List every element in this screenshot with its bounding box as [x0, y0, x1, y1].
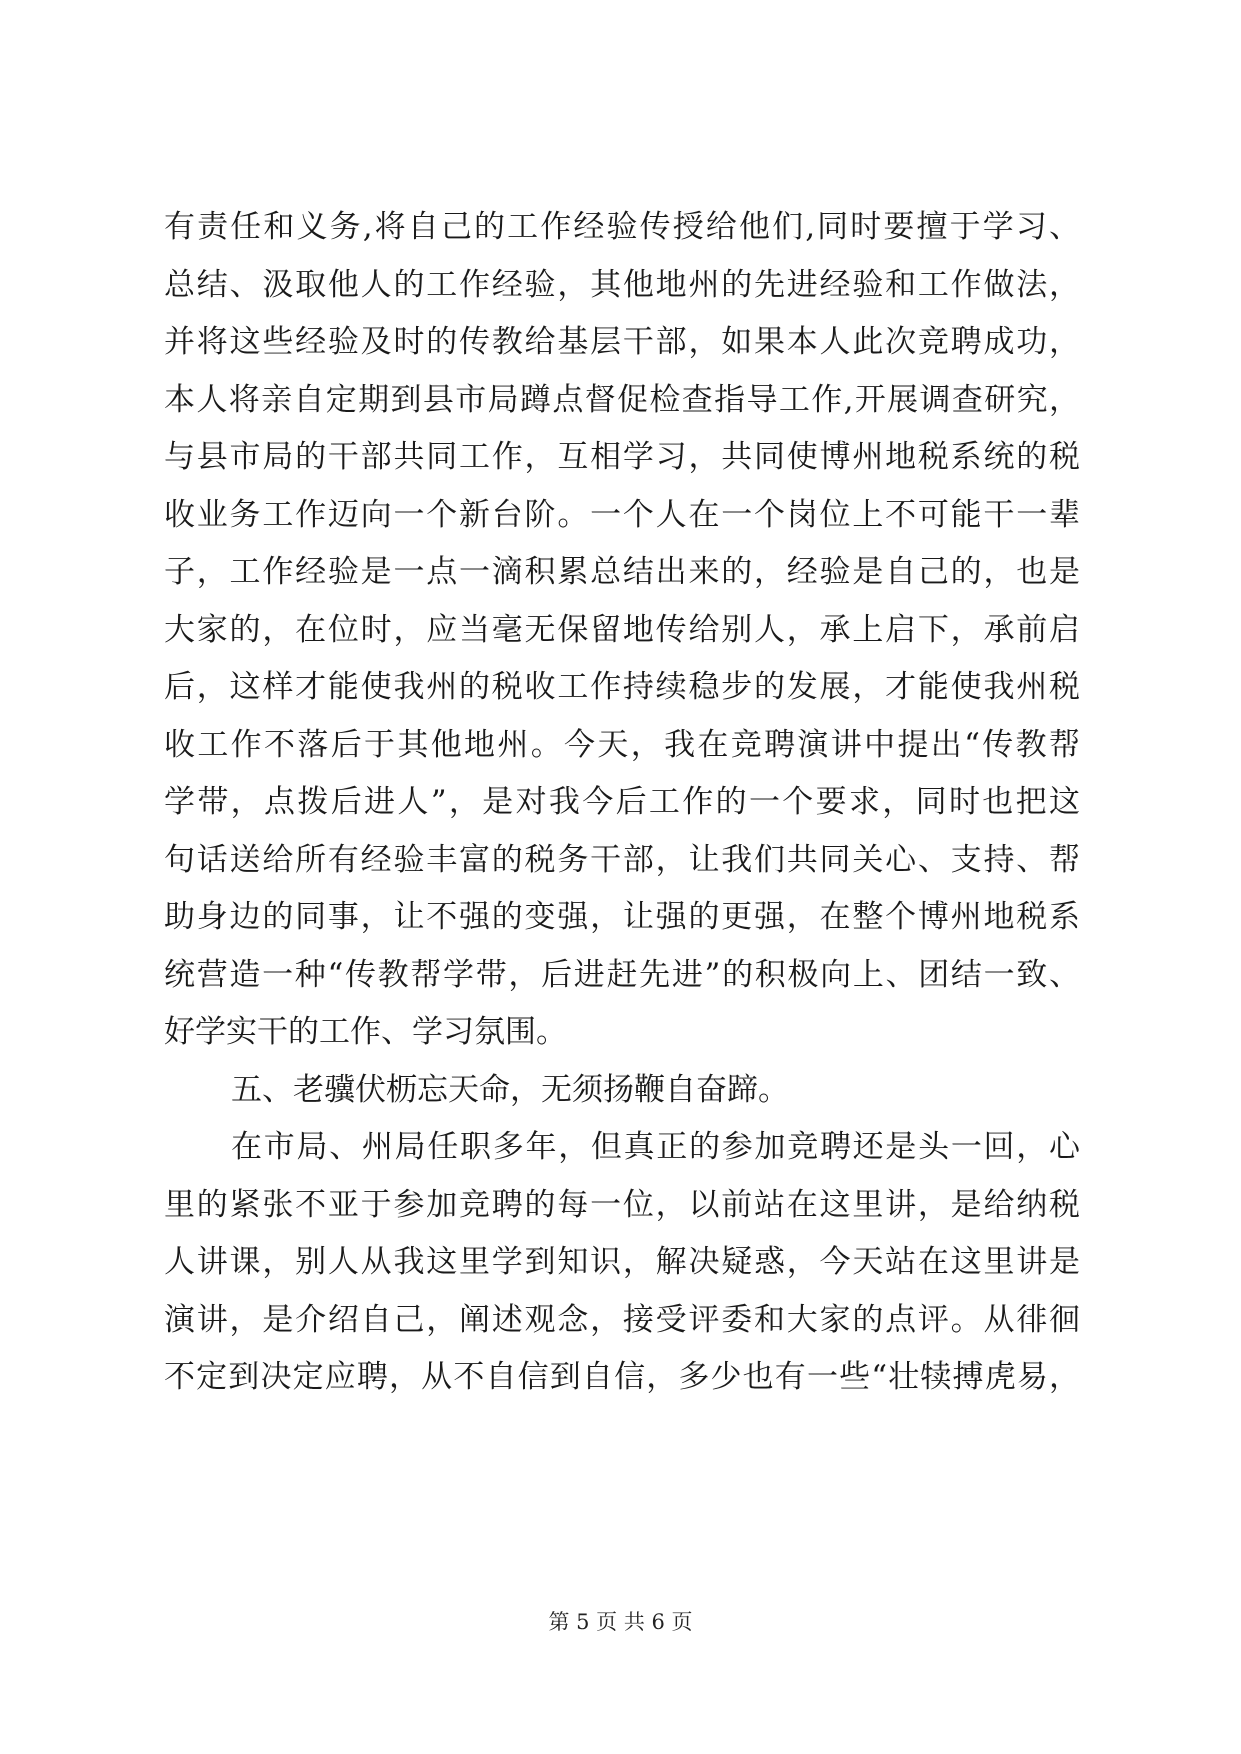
text-line: 与县市局的干部共同工作，互相学习，共同使博州地税系统的税 [164, 439, 1080, 475]
page-number-footer: 第 5 页 共 6 页 [548, 1610, 693, 1634]
text-line: 收业务工作迈向一个新台阶。一个人在一个岗位上不可能干一辈 [164, 496, 1080, 533]
text-line: 学带，点拨后进人”，是对我今后工作的一个要求，同时也把这 [164, 784, 1080, 820]
text-line: 好学实干的工作、学习氛围。 [164, 1014, 567, 1050]
text-line: 收工作不落后于其他地州。今天，我在竞聘演讲中提出“传教帮 [164, 726, 1080, 763]
text-line: 有责任和义务,将自己的工作经验传授给他们,同时要擅于学习、 [164, 209, 1080, 245]
text-line: 并将这些经验及时的传教给基层干部，如果本人此次竞聘成功， [164, 324, 1080, 360]
text-line: 在市局、州局任职多年，但真正的参加竞聘还是头一回，心 [231, 1129, 1080, 1165]
text-line: 人讲课，别人从我这里学到知识，解决疑惑，今天站在这里讲是 [164, 1244, 1080, 1280]
text-line: 子，工作经验是一点一滴积累总结出来的，经验是自己的，也是 [164, 554, 1080, 590]
text-line: 后，这样才能使我州的税收工作持续稳步的发展，才能使我州税 [164, 669, 1080, 705]
text-line: 总结、汲取他人的工作经验，其他地州的先进经验和工作做法， [164, 266, 1080, 303]
text-line: 本人将亲自定期到县市局蹲点督促检查指导工作,开展调查研究， [164, 381, 1080, 418]
text-line: 大家的，在位时，应当毫无保留地传给别人，承上启下，承前启 [164, 611, 1080, 648]
text-line: 五、老骥伏枥忘天命，无须扬鞭自奋蹄。 [231, 1071, 789, 1108]
text-line: 助身边的同事，让不强的变强，让强的更强，在整个博州地税系 [164, 899, 1080, 935]
body-text [164, 199, 1080, 1407]
text-line: 统营造一种“传教帮学带，后进赶先进”的积极向上、团结一致、 [164, 956, 1080, 993]
text-line: 不定到决定应聘，从不自信到自信，多少也有一些“壮犊搏虎易， [164, 1359, 1080, 1395]
text-line: 里的紧张不亚于参加竞聘的每一位，以前站在这里讲，是给纳税 [164, 1186, 1080, 1223]
text-line: 句话送给所有经验丰富的税务干部，让我们共同关心、支持、帮 [164, 841, 1080, 878]
text-line: 演讲，是介绍自己，阐述观念，接受评委和大家的点评。从徘徊 [164, 1301, 1080, 1338]
